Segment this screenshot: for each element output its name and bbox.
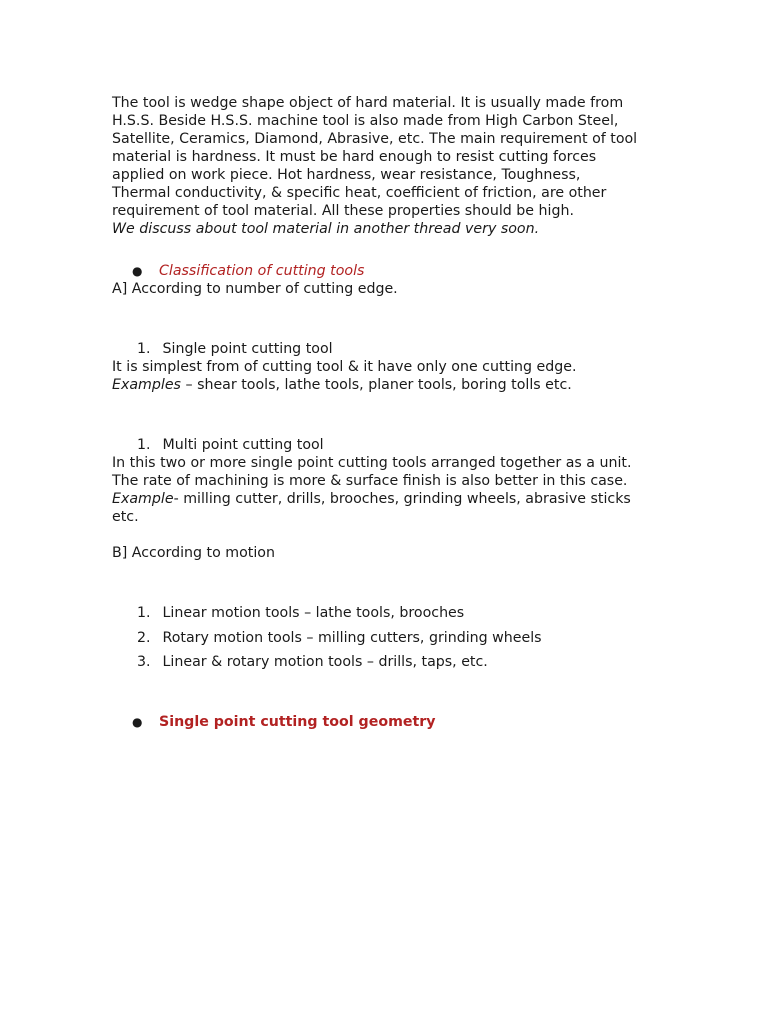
list-number: 1. <box>137 605 151 621</box>
geometry-heading: Single point cutting tool geometry <box>159 714 436 730</box>
list-item-title: Single point cutting tool <box>162 341 333 357</box>
intro-line: H.S.S. Beside H.S.S. machine tool is also made from High Carbon Steel, <box>112 113 619 129</box>
list-number: 3. <box>137 654 151 670</box>
single-point-desc <box>112 358 672 394</box>
list-item <box>137 604 464 622</box>
intro-line: applied on work piece. Hot hardness, wear resistance, Toughness, <box>112 167 581 183</box>
multi-point-desc-text: In this two or more single point cutting tools arranged together as a unit. <box>112 455 632 471</box>
multi-point-example-cont: etc. <box>112 509 139 525</box>
examples-label: Examples <box>112 377 181 393</box>
sub-heading-b <box>112 544 672 562</box>
intro-note: We discuss about tool material in another thread very soon. <box>112 221 540 237</box>
intro-paragraph <box>112 94 672 238</box>
bullet-icon: ● <box>132 264 143 278</box>
list-item-text: Rotary motion tools – milling cutters, grinding wheels <box>162 630 542 646</box>
sub-heading-a-text: A] According to number of cutting edge. <box>112 281 398 297</box>
intro-line: The tool is wedge shape object of hard material. It is usually made from <box>112 95 624 111</box>
example-label: Example <box>112 491 174 507</box>
list-item <box>137 629 542 647</box>
bullet-icon: ● <box>132 715 143 729</box>
single-point-desc-text: It is simplest from of cutting tool & it have only one cutting edge. <box>112 359 577 375</box>
single-point-examples <box>112 376 672 394</box>
list-item-text: Linear & rotary motion tools – drills, taps, etc. <box>162 654 488 670</box>
examples-text: – shear tools, lathe tools, planer tools, boring tolls etc. <box>180 377 572 393</box>
multi-point-desc-text: The rate of machining is more & surface finish is also better in this case. <box>112 473 628 489</box>
list-item-title: Multi point cutting tool <box>162 437 324 453</box>
list-item <box>137 340 333 358</box>
list-item <box>137 436 324 454</box>
intro-line: requirement of tool material. All these properties should be high. <box>112 203 574 219</box>
list-item-text: Linear motion tools – lathe tools, brooches <box>162 605 465 621</box>
list-number: 1. <box>137 341 151 357</box>
intro-line: Thermal conductivity, & specific heat, coefficient of friction, are other <box>112 185 607 201</box>
list-number: 2. <box>137 630 151 646</box>
example-text: - milling cutter, drills, brooches, grinding wheels, abrasive sticks <box>173 491 631 507</box>
list-number: 1. <box>137 437 151 453</box>
multi-point-desc <box>112 454 672 526</box>
sub-heading-a <box>112 280 672 298</box>
intro-line: material is hardness. It must be hard enough to resist cutting forces <box>112 149 597 165</box>
classification-heading: Classification of cutting tools <box>159 263 365 279</box>
multi-point-example <box>112 490 672 508</box>
list-item <box>137 653 488 671</box>
sub-heading-b-text: B] According to motion <box>112 545 275 561</box>
intro-line: Satellite, Ceramics, Diamond, Abrasive, etc. The main requirement of tool <box>112 131 638 147</box>
